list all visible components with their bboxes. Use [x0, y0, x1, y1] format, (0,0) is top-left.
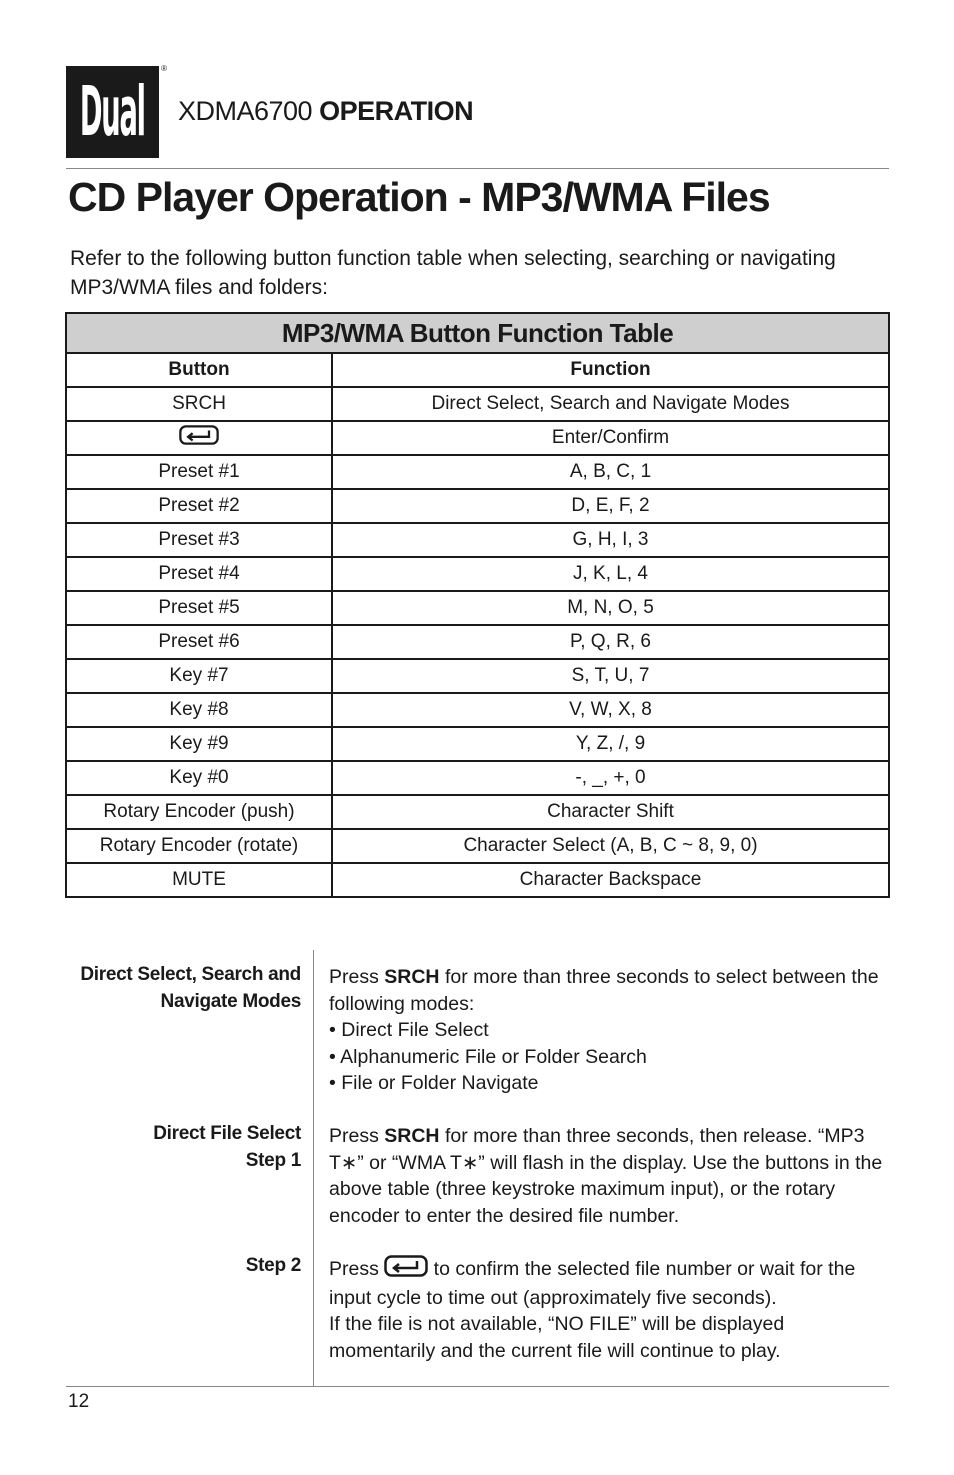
label-step1-line1: Direct File Select — [153, 1123, 301, 1144]
table-row — [66, 421, 889, 455]
button-cell: Key #0 — [66, 761, 332, 795]
table-row — [66, 523, 889, 557]
button-cell: Rotary Encoder (push) — [66, 795, 332, 829]
button-cell — [66, 421, 332, 455]
button-cell: Preset #2 — [66, 489, 332, 523]
table-row — [66, 863, 889, 897]
function-cell: M, N, O, 5 — [332, 591, 889, 625]
table-row — [66, 557, 889, 591]
function-cell: -, _, +, 0 — [332, 761, 889, 795]
intro-paragraph: Refer to the following button function table when selecting, searching or navigating MP3/WMA files and folders: — [70, 247, 836, 299]
section-name: OPERATION — [319, 96, 474, 126]
button-cell: Key #7 — [66, 659, 332, 693]
srch-key: SRCH — [384, 966, 440, 988]
page-header — [178, 96, 473, 127]
button-cell: MUTE — [66, 863, 332, 897]
button-cell: Preset #1 — [66, 455, 332, 489]
registered-mark: ® — [161, 64, 167, 73]
function-cell: Character Shift — [332, 795, 889, 829]
function-cell: Direct Select, Search and Navigate Modes — [332, 387, 889, 421]
button-cell: Preset #3 — [66, 523, 332, 557]
logo-text: Dual — [80, 72, 145, 152]
bullet-item: • Direct File Select — [329, 1019, 489, 1041]
button-cell: Preset #4 — [66, 557, 332, 591]
desc-step2 — [329, 1255, 889, 1364]
section-divider-vertical — [313, 950, 314, 1386]
button-function-table — [65, 312, 890, 898]
press-word: Press — [329, 1125, 385, 1147]
desc-modes-body: for more than three seconds to select between the following modes: — [329, 966, 879, 1015]
header-divider — [66, 168, 889, 169]
press-word: Press — [329, 1257, 385, 1280]
button-cell: Preset #5 — [66, 591, 332, 625]
srch-key: SRCH — [384, 1125, 440, 1147]
function-cell: J, K, L, 4 — [332, 557, 889, 591]
page-number: 12 — [68, 1391, 90, 1412]
button-cell: SRCH — [66, 387, 332, 421]
function-cell: A, B, C, 1 — [332, 455, 889, 489]
press-word: Press — [329, 966, 385, 988]
desc-step2-body: to confirm the selected file number or wait for the input cycle to time out (approximately five seconds). — [329, 1257, 856, 1309]
function-cell: G, H, I, 3 — [332, 523, 889, 557]
table-row — [66, 489, 889, 523]
enter-icon — [179, 425, 219, 451]
label-modes-line2: Navigate Modes — [160, 991, 301, 1012]
desc-step2-text — [329, 1255, 889, 1311]
table-row — [66, 387, 889, 421]
label-modes-line1: Direct Select, Search and — [80, 964, 301, 985]
desc-step1 — [329, 1123, 889, 1229]
table-row — [66, 795, 889, 829]
dual-logo — [66, 64, 167, 158]
bullet-item: • File or Folder Navigate — [329, 1072, 539, 1094]
table-caption: MP3/WMA Button Function Table — [66, 313, 889, 353]
desc-step1-body: for more than three seconds, then release. “MP3 T∗” or “WMA T∗” will flash in the display. Use the buttons in the above table (three keystroke maximum input), or the rotary encoder to enter the desired file number. — [329, 1125, 883, 1227]
button-cell: Rotary Encoder (rotate) — [66, 829, 332, 863]
label-modes — [80, 961, 301, 1015]
button-cell: Preset #6 — [66, 625, 332, 659]
enter-icon — [384, 1255, 428, 1285]
table-row — [66, 625, 889, 659]
table-row — [66, 727, 889, 761]
desc-step2-body2: If the file is not available, “NO FILE” will be displayed momentarily and the current file will continue to play. — [329, 1313, 785, 1362]
page-title: CD Player Operation - MP3/WMA Files — [68, 174, 770, 220]
function-cell: S, T, U, 7 — [332, 659, 889, 693]
function-cell: Character Select (A, B, C ~ 8, 9, 0) — [332, 829, 889, 863]
function-cell: Character Backspace — [332, 863, 889, 897]
table-row — [66, 829, 889, 863]
column-header-function: Function — [332, 353, 889, 387]
label-step1 — [153, 1120, 301, 1174]
column-header-button: Button — [66, 353, 332, 387]
desc-modes-text — [329, 964, 889, 1017]
bullet-item: • Alphanumeric File or Folder Search — [329, 1045, 647, 1068]
label-step1-line2: Step 1 — [245, 1150, 301, 1171]
function-cell: P, Q, R, 6 — [332, 625, 889, 659]
button-cell: Key #9 — [66, 727, 332, 761]
model-name: XDMA6700 — [178, 96, 313, 126]
table-row — [66, 659, 889, 693]
table-row — [66, 591, 889, 625]
function-cell: V, W, X, 8 — [332, 693, 889, 727]
table-row — [66, 455, 889, 489]
desc-modes — [329, 964, 889, 1097]
footer-divider — [66, 1386, 889, 1387]
label-step2: Step 2 — [245, 1255, 301, 1276]
function-cell: D, E, F, 2 — [332, 489, 889, 523]
table-row — [66, 693, 889, 727]
function-cell: Enter/Confirm — [332, 421, 889, 455]
button-cell: Key #8 — [66, 693, 332, 727]
function-cell: Y, Z, /, 9 — [332, 727, 889, 761]
table-row — [66, 761, 889, 795]
